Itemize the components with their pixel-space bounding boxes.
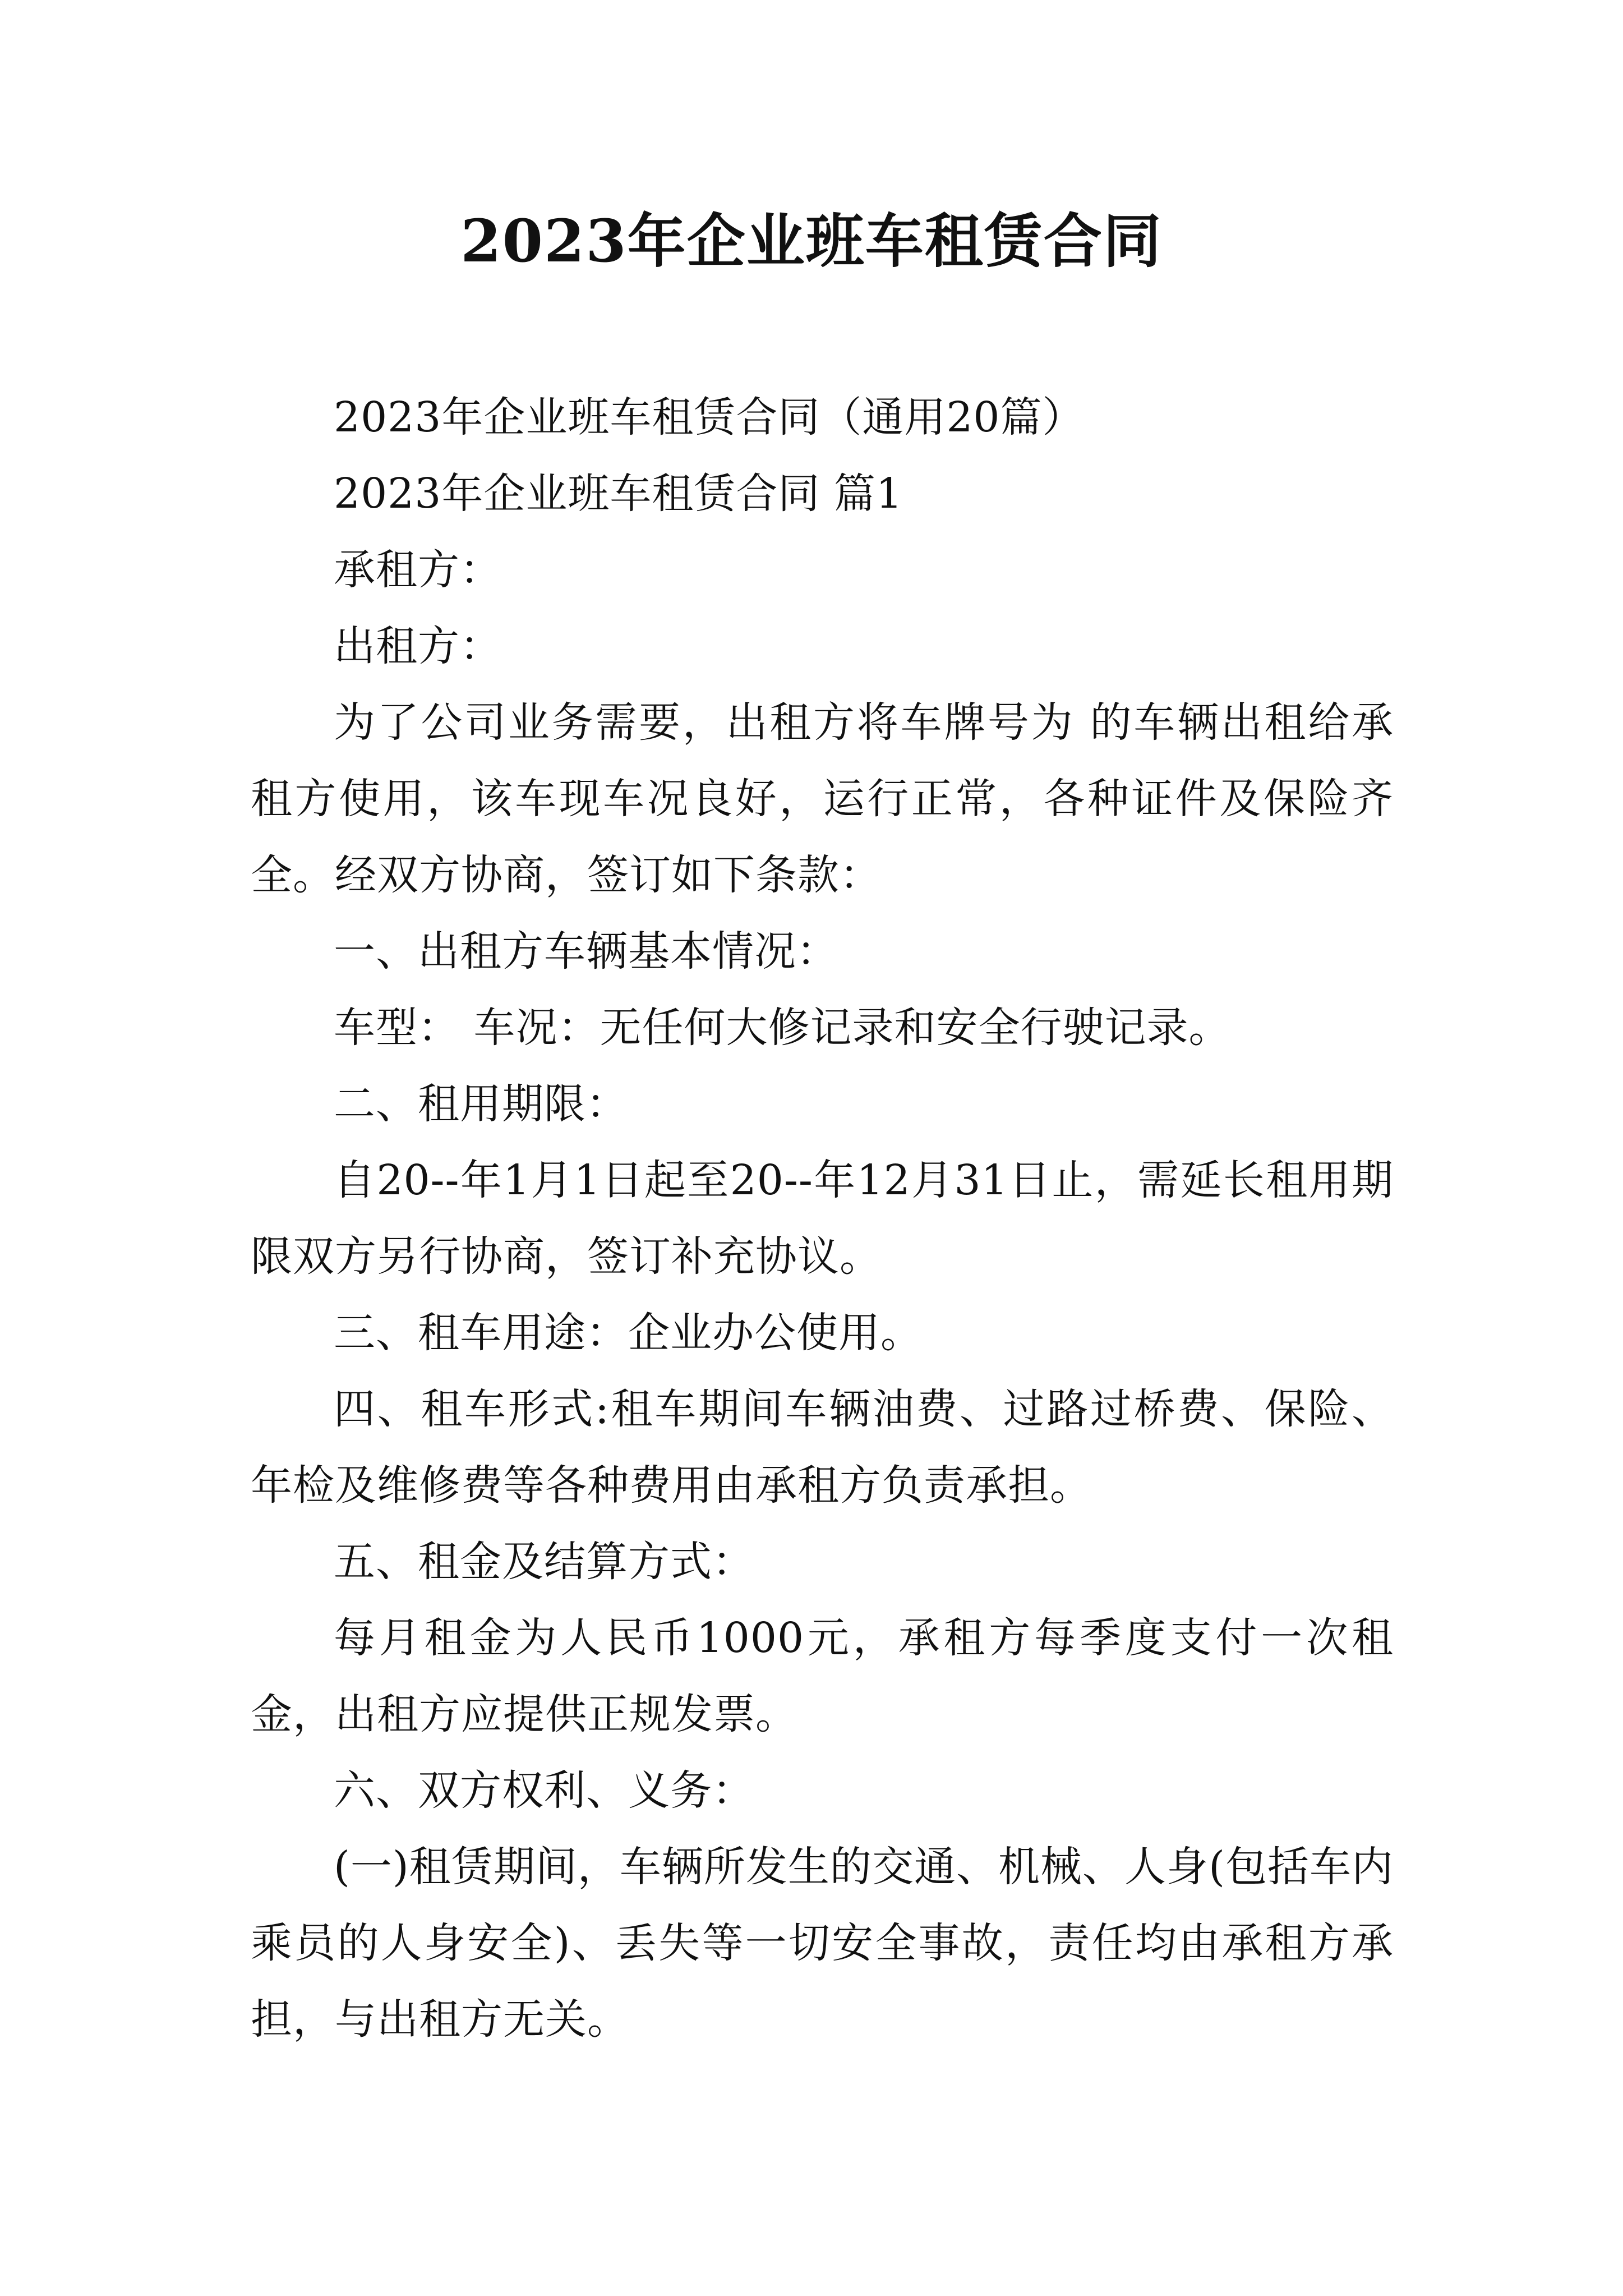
paragraph-lessor: 出租方：	[334, 622, 502, 670]
paragraph-clause-4: 四、租车形式:租车期间车辆油费、过路过桥费、保险、年检及维修费等各种费用由承租方负责承担。	[251, 1385, 1394, 1510]
paragraph-lessee: 承租方：	[334, 546, 502, 594]
paragraph-clause-6-heading: 六、双方权利、义务：	[334, 1766, 754, 1815]
paragraph-rent-settlement: 每月租金为人民币1000元，承租方每季度支付一次租金，出租方应提供正规发票。	[251, 1614, 1394, 1738]
document-title: 2023年企业班车租赁合同	[460, 206, 1163, 275]
paragraph-lease-period: 自20--年1月1日起至20--年12月31日止，需延长租用期限双方另行协商，签订补充协议。	[251, 1156, 1394, 1281]
paragraph-clause-3: 三、租车用途：企业办公使用。	[334, 1309, 923, 1357]
paragraph-clause-1-heading: 一、出租方车辆基本情况：	[334, 927, 838, 976]
paragraph-preamble: 为了公司业务需要，出租方将车牌号为 的车辆出租给承租方使用，该车现车况良好，运行正常，各种证件及保险齐全。经双方协商，签订如下条款：	[251, 698, 1394, 899]
paragraph-clause-6-item-1: (一)租赁期间，车辆所发生的交通、机械、人身(包括车内乘员的人身安全)、丢失等一切安全事故，责任均由承租方承担，与出租方无关。	[251, 1843, 1394, 2044]
paragraph-clause-5-heading: 五、租金及结算方式：	[334, 1538, 754, 1586]
document-body	[251, 379, 1394, 2058]
paragraph-clause-2-heading: 二、租用期限：	[334, 1080, 628, 1128]
paragraph-section-heading: 2023年企业班车租赁合同 篇1	[334, 470, 903, 518]
paragraph-vehicle-info: 车型： 车况：无任何大修记录和安全行驶记录。	[334, 1004, 1231, 1052]
paragraph-subtitle: 2023年企业班车租赁合同（通用20篇）	[334, 393, 1085, 441]
